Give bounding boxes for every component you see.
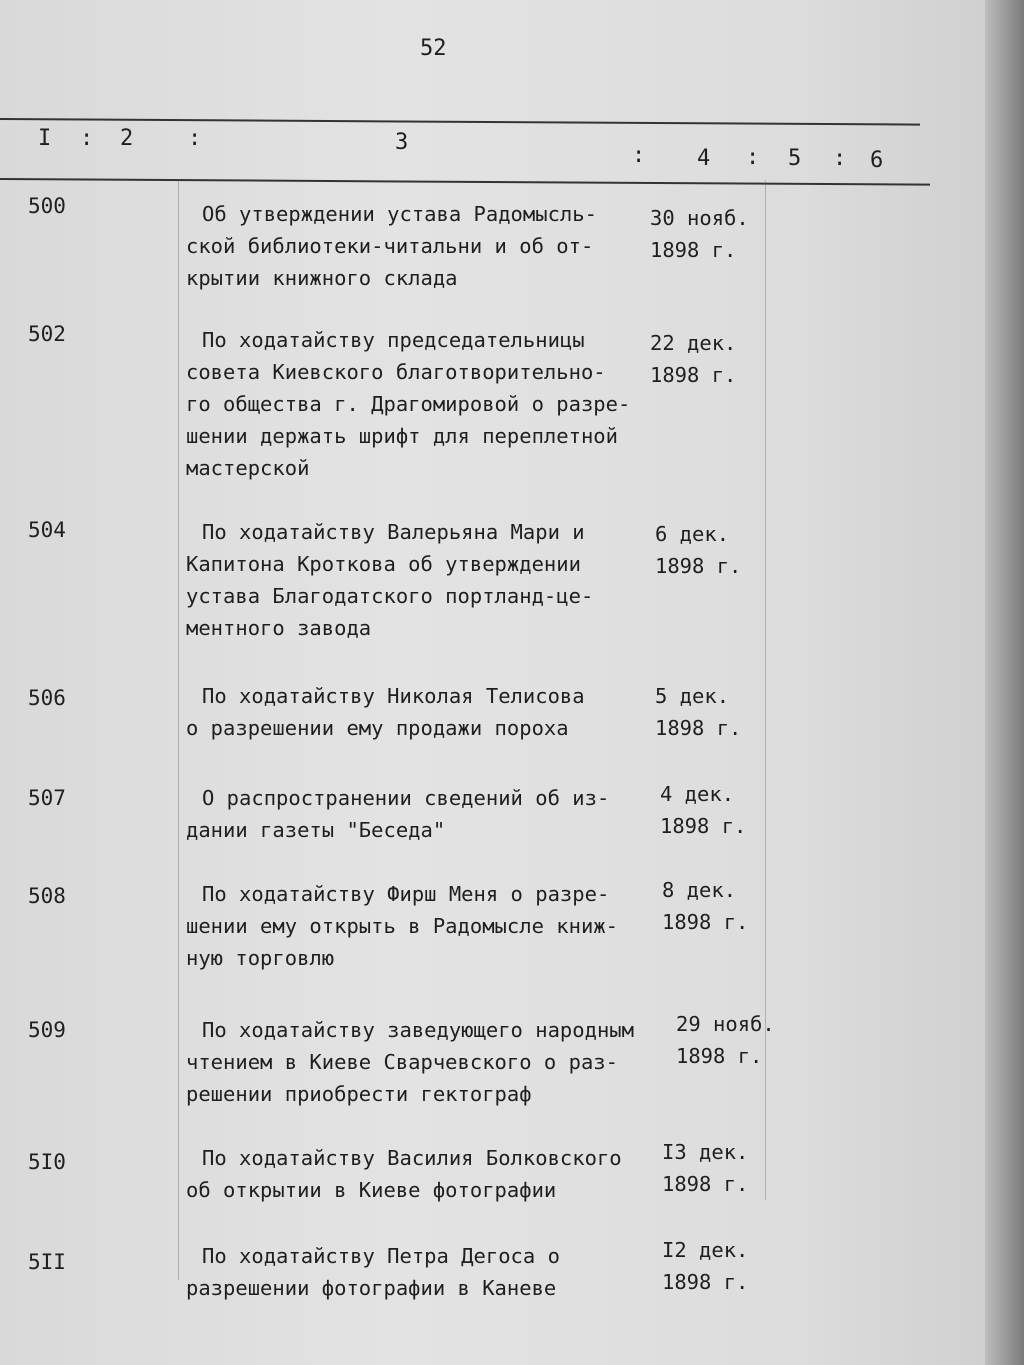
column-header-4: 4	[697, 146, 711, 171]
column-divider	[178, 180, 179, 1280]
entry-number: 506	[28, 686, 66, 710]
entry-date: 29 нояб. 1898 г.	[676, 1012, 775, 1068]
entry-number: 502	[28, 322, 66, 346]
entry-number: 500	[28, 194, 66, 218]
entry-description: О распространении сведений об из- дании газеты "Беседа"	[186, 786, 610, 842]
entry-description: По ходатайству Василия Болковского об открытии в Киеве фотографии	[186, 1146, 622, 1202]
page-number: 52	[420, 36, 447, 61]
entry-description: Об утверждении устава Радомысль- ской библиотеки-читальни и об от- крытии книжного склада	[186, 202, 597, 290]
entry-description: По ходатайству Фирш Меня о разре- шении ему открыть в Радомысле книж- ную торговлю	[186, 882, 618, 970]
entry-date: 30 нояб. 1898 г.	[650, 206, 749, 262]
entry-date: I2 дек. 1898 г.	[662, 1238, 749, 1294]
entry-date: I3 дек. 1898 г.	[662, 1140, 749, 1196]
column-header-1: I	[38, 126, 52, 151]
entry-number: 5II	[28, 1250, 66, 1274]
header-top-rule	[0, 118, 920, 126]
column-separator: :	[188, 126, 202, 151]
column-separator: :	[632, 143, 646, 168]
header-bottom-rule	[0, 178, 930, 186]
column-separator: :	[746, 145, 760, 170]
page-edge-shadow	[985, 0, 1024, 1365]
column-header-2: 2	[120, 126, 134, 151]
entry-description: По ходатайству Петра Дегоса о разрешении фотографии в Каневе	[186, 1244, 560, 1300]
entry-date: 8 дек. 1898 г.	[662, 878, 749, 934]
entry-date: 22 дек. 1898 г.	[650, 331, 737, 387]
entry-number: 508	[28, 884, 66, 908]
entry-date: 5 дек. 1898 г.	[655, 684, 742, 740]
column-header-3: 3	[395, 130, 409, 155]
column-header-6: 6	[870, 148, 884, 173]
entry-number: 504	[28, 518, 66, 542]
entry-description: По ходатайству председательницы совета Киевского благотворительно- го общества г. Драгомировой о разре- шении держать шрифт для переплетной мастерской	[186, 328, 631, 480]
entry-number: 507	[28, 786, 66, 810]
entry-number: 509	[28, 1018, 66, 1042]
entry-description: По ходатайству Валерьяна Мари и Капитона Кроткова об утверждении устава Благодатского портланд-це- ментного завода	[186, 520, 594, 640]
column-separator: :	[80, 126, 94, 151]
entry-description: По ходатайству Николая Телисова о разрешении ему продажи пороха	[186, 684, 585, 740]
entry-number: 5I0	[28, 1150, 66, 1174]
entry-description: По ходатайству заведующего народным чтением в Киеве Сварчевского о раз- решении приобрести гектограф	[186, 1018, 634, 1106]
entry-date: 6 дек. 1898 г.	[655, 522, 742, 578]
entry-date: 4 дек. 1898 г.	[660, 782, 747, 838]
column-separator: :	[833, 146, 847, 171]
column-header-5: 5	[788, 146, 802, 171]
